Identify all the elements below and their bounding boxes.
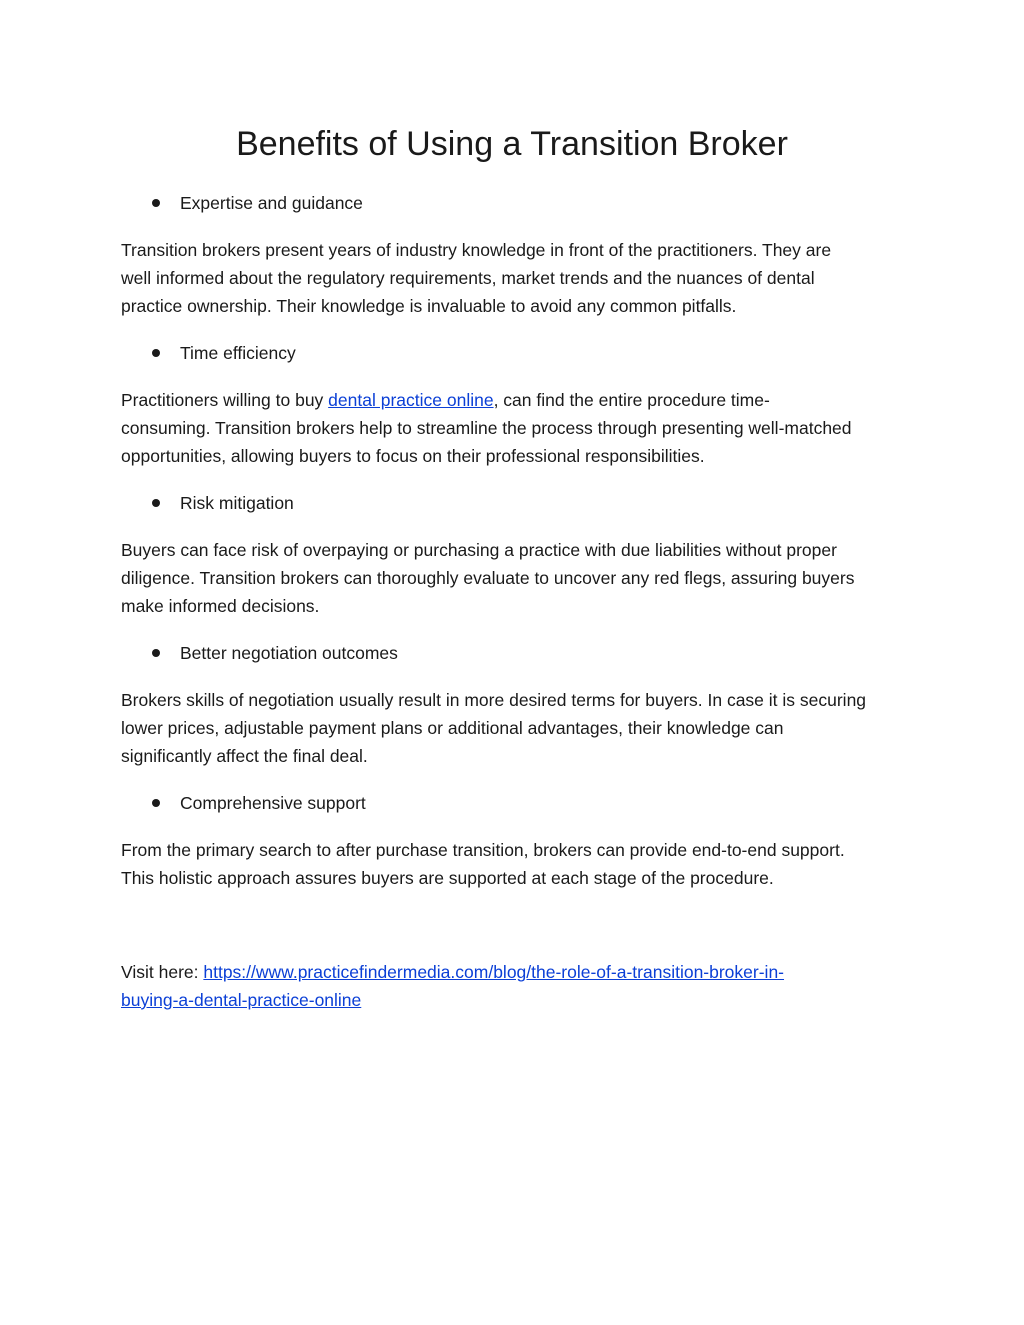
paragraph-line: Brokers skills of negotiation usually result in more desired terms for buyers. In case it is securing (121, 690, 867, 710)
bullet-dot-icon (152, 799, 160, 807)
bullet-label: Comprehensive support (180, 793, 366, 813)
bullet-label: Expertise and guidance (180, 193, 363, 213)
paragraph-line: consuming. Transition brokers help to streamline the process through presenting well-matched (121, 418, 852, 438)
spacer (121, 911, 921, 958)
bullet-dot-icon (152, 349, 160, 357)
visit-url-link[interactable]: https://www.practicefindermedia.com/blog/the-role-of-a-transition-broker-in- (203, 962, 785, 982)
bullet-label: Risk mitigation (180, 493, 294, 513)
bullet-risk-mitigation (121, 489, 921, 517)
paragraph-line: practice ownership. Their knowledge is invaluable to avoid any common pitfalls. (121, 296, 737, 316)
paragraph-negotiation (121, 686, 921, 770)
bullet-comprehensive-support (121, 789, 921, 817)
visit-label: Visit here: (121, 962, 204, 982)
paragraph-line: diligence. Transition brokers can thoroughly evaluate to uncover any red flegs, assuring buyers (121, 568, 855, 588)
paragraph-line: significantly affect the final deal. (121, 746, 368, 766)
bullet-time-efficiency (121, 339, 921, 367)
paragraph-line: well informed about the regulatory requirements, market trends and the nuances of dental (121, 268, 815, 288)
bullet-label: Time efficiency (180, 343, 296, 363)
bullet-expertise (121, 189, 921, 217)
bullet-dot-icon (152, 499, 160, 507)
bullet-dot-icon (152, 199, 160, 207)
visit-url-link-continued[interactable]: buying-a-dental-practice-online (121, 990, 362, 1010)
paragraph-line (121, 986, 921, 1014)
paragraph-line (121, 958, 921, 986)
dental-practice-online-link[interactable]: dental practice online (328, 390, 494, 410)
paragraph-text: Practitioners willing to buy (121, 390, 329, 410)
bullet-negotiation (121, 639, 921, 667)
paragraph-line: From the primary search to after purchase transition, brokers can provide end-to-end support. (121, 840, 845, 860)
paragraph-time-efficiency (121, 386, 921, 470)
document-body (121, 189, 921, 1033)
paragraph-line: Buyers can face risk of overpaying or purchasing a practice with due liabilities without proper (121, 540, 837, 560)
paragraph-line: This holistic approach assures buyers are supported at each stage of the procedure. (121, 868, 774, 888)
page-title: Benefits of Using a Transition Broker (236, 125, 788, 163)
paragraph-line: Transition brokers present years of industry knowledge in front of the practitioners. They are (121, 240, 832, 260)
paragraph-line (121, 386, 921, 414)
paragraph-comprehensive-support (121, 836, 921, 892)
paragraph-line: opportunities, allowing buyers to focus on their professional responsibilities. (121, 446, 705, 466)
paragraph-line: lower prices, adjustable payment plans or additional advantages, their knowledge can (121, 718, 784, 738)
paragraph-text: , can find the entire procedure time- (493, 390, 770, 410)
paragraph-risk-mitigation (121, 536, 921, 620)
paragraph-line: make informed decisions. (121, 596, 320, 616)
visit-paragraph (121, 958, 921, 1014)
paragraph-expertise (121, 236, 921, 320)
bullet-dot-icon (152, 649, 160, 657)
bullet-label: Better negotiation outcomes (180, 643, 398, 663)
